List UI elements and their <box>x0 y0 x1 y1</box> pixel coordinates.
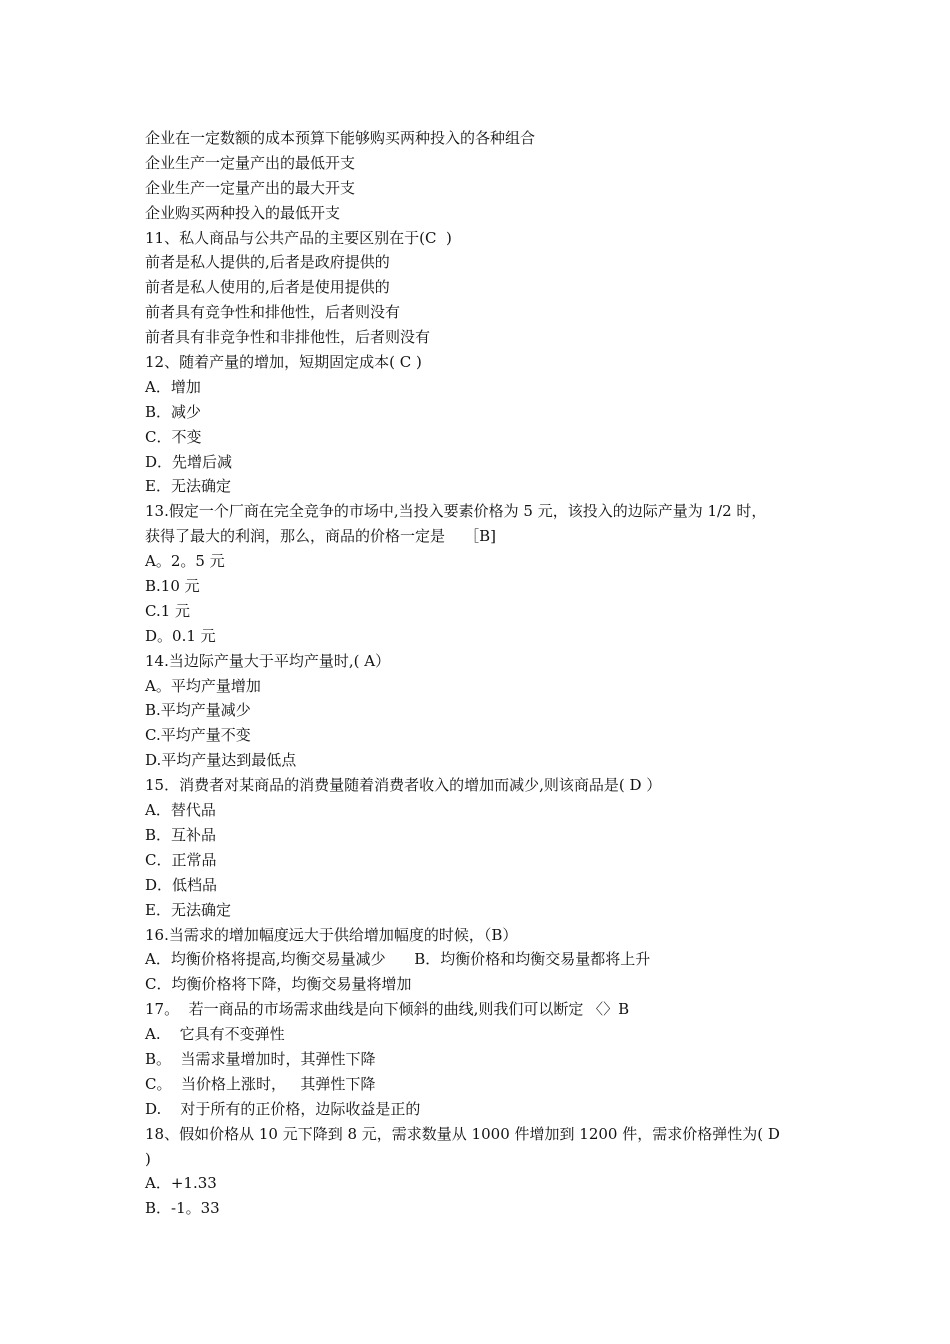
text-line: A. 它具有不变弹性 <box>145 1025 285 1044</box>
text-line: B．减少 <box>145 402 202 421</box>
text-line: C．不变 <box>145 427 202 446</box>
text-line: 14.当边际产量大于平均产量时,( A） <box>145 651 391 670</box>
text-line: C．均衡价格将下降，均衡交易量将增加 <box>145 975 412 994</box>
text-line: C.1 元 <box>145 601 191 620</box>
text-line: D.平均产量达到最低点 <box>145 751 297 770</box>
text-line: 15．消费者对某商品的消费量随着消费者收入的增加而减少,则该商品是( D ） <box>145 776 662 795</box>
text-line: 16.当需求的增加幅度远大于供给增加幅度的时候，（B） <box>145 925 518 944</box>
text-line: B．互补品 <box>145 825 217 844</box>
text-line: E．无法确定 <box>145 477 231 496</box>
text-line: 企业生产一定量产出的最低开支 <box>145 153 356 172</box>
text-line: 12、随着产量的增加，短期固定成本( C ) <box>145 353 422 372</box>
text-line: A．增加 <box>145 377 201 396</box>
text-line: E．无法确定 <box>145 900 231 919</box>
text-line: B.10 元 <box>145 577 200 596</box>
text-line: A．均衡价格将提高,均衡交易量减少 B．均衡价格和均衡交易量都将上升 <box>145 950 651 969</box>
text-line: A。平均产量增加 <box>145 676 261 695</box>
text-line: 前者具有非竞争性和非排他性，后者则没有 <box>145 328 431 347</box>
text-line: C．正常品 <box>145 850 217 869</box>
text-line: 前者是私人使用的,后者是使用提供的 <box>145 278 390 297</box>
text-line: 11、私人商品与公共产品的主要区别在于(C ) <box>145 228 452 247</box>
text-line: D．先增后减 <box>145 452 233 471</box>
text-line: ) <box>145 1149 151 1168</box>
text-line: C.平均产量不变 <box>145 726 251 745</box>
text-line: A。2。5 元 <box>145 552 225 571</box>
text-line: 企业生产一定量产出的最大开支 <box>145 178 356 197</box>
text-line: D．低档品 <box>145 875 218 894</box>
text-line: 企业在一定数额的成本预算下能够购买两种投入的各种组合 <box>145 129 536 147</box>
text-line: D。0.1 元 <box>145 626 216 645</box>
text-line: 获得了最大的利润，那么，商品的价格一定是 ［B] <box>145 527 496 546</box>
text-line: B。 当需求量增加时，其弹性下降 <box>145 1049 376 1068</box>
text-line: B.平均产量减少 <box>145 701 251 720</box>
text-line: 18、假如价格从 10 元下降到 8 元，需求数量从 1000 件增加到 1200 件，需求价格弹性为( D <box>145 1124 780 1143</box>
text-line: 前者是私人提供的,后者是政府提供的 <box>145 253 390 272</box>
text-line: 前者具有竞争性和排他性，后者则没有 <box>145 303 401 322</box>
text-line: C。 当价格上涨时， 其弹性下降 <box>145 1074 376 1093</box>
text-line: 企业购买两种投入的最低开支 <box>145 203 341 222</box>
text-line: B．-1。33 <box>145 1199 220 1218</box>
text-line: 13.假定一个厂商在完全竞争的市场中,当投入要素价格为 5 元，该投入的边际产量为 1/2 时， <box>145 502 767 521</box>
document-body <box>145 126 825 1221</box>
text-line: D. 对于所有的正价格，边际收益是正的 <box>145 1099 421 1118</box>
text-line: 17。 若一商品的市场需求曲线是向下倾斜的曲线,则我们可以断定 〈〉B <box>145 1000 630 1019</box>
text-line: A．替代品 <box>145 801 216 820</box>
text-line: A．+1.33 <box>145 1174 217 1193</box>
